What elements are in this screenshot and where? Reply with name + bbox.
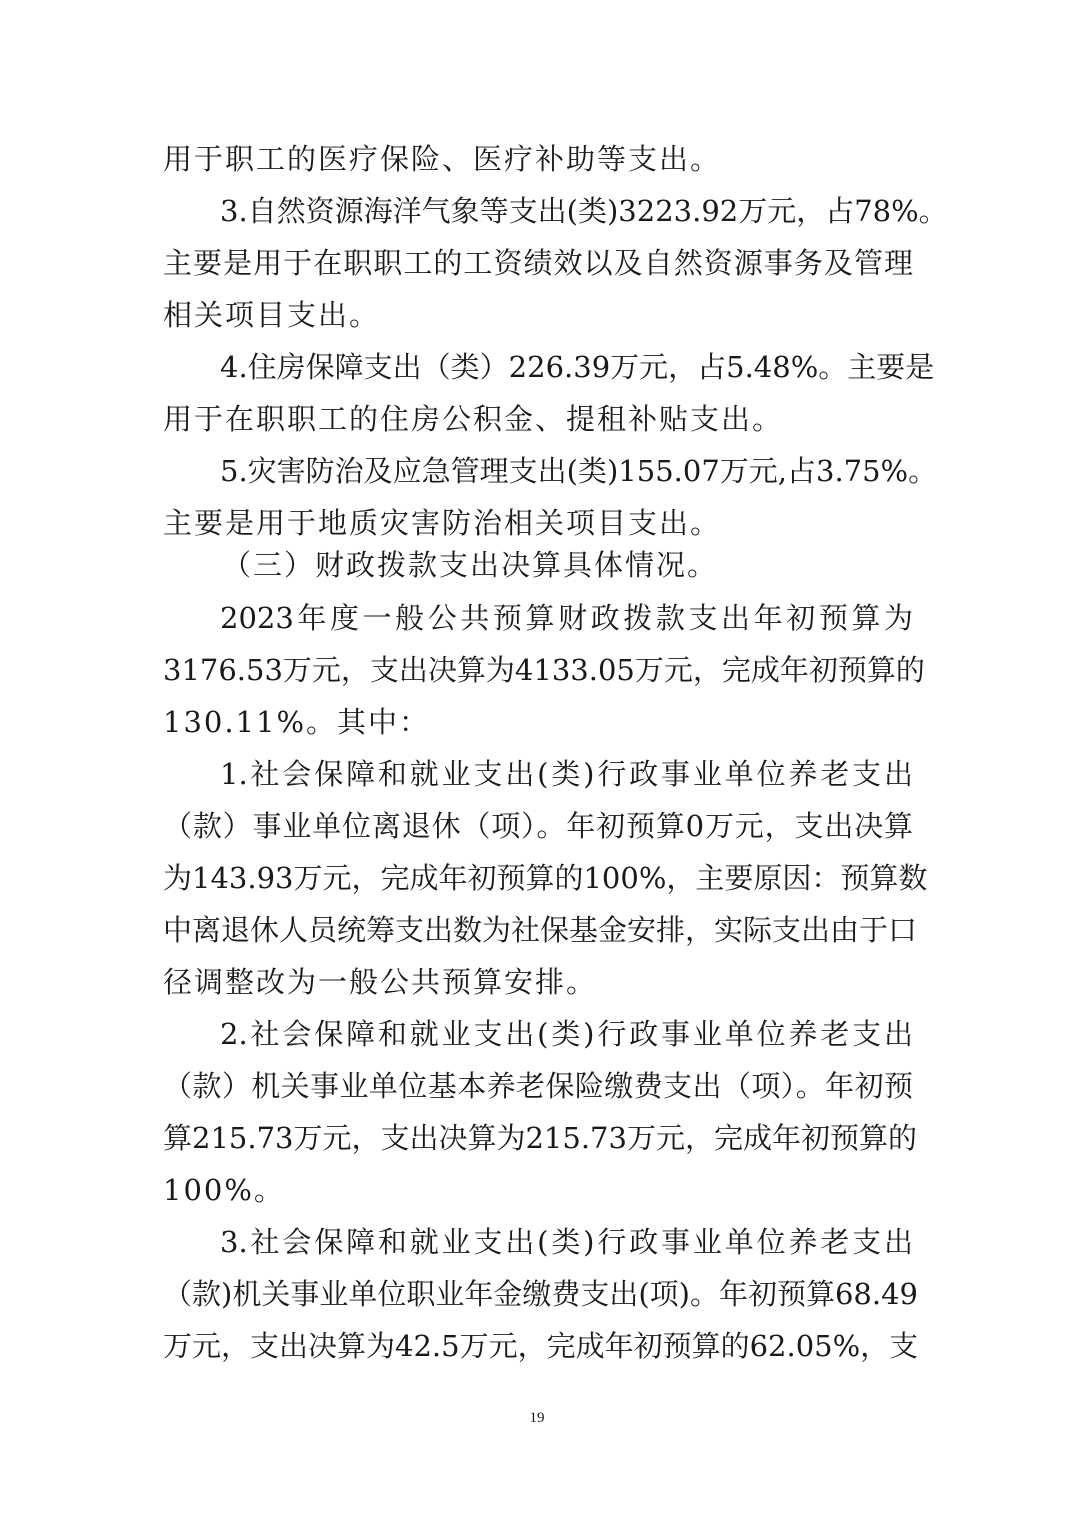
text-line: 2023年度一般公共预算财政拨款支出年初预算为 [220,601,913,635]
text-line: （款）事业单位离退休（项）。年初预算0万元，支出决算 [163,809,913,843]
text-line: 5.灾害防治及应急管理支出(类)155.07万元,占3.75%。 [220,454,938,488]
text-line: 3.自然资源海洋气象等支出(类)3223.92万元，占78%。 [220,194,948,228]
text-line: 算215.73万元，支出决算为215.73万元，完成年初预算的 [163,1121,917,1155]
text-line: （款)机关事业单位职业年金缴费支出(项)。年初预算68.49 [163,1277,918,1311]
text-line: 用于职工的医疗保险、医疗补助等支出。 [163,142,722,176]
text-line: 1.社会保障和就业支出(类)行政事业单位养老支出 [220,757,913,791]
text-line: 万元，支出决算为42.5万元，完成年初预算的62.05%，支 [163,1329,919,1363]
text-line: 中离退休人员统筹支出数为社保基金安排，实际支出由于口 [163,913,918,947]
section-heading: （三）财政拨款支出决算具体情况。 [222,548,719,582]
text-line: （款）机关事业单位基本养老保险缴费支出（项）。年初预 [163,1069,913,1103]
page-number: 19 [529,1410,545,1426]
text-line: 主要是用于地质灾害防治相关项目支出。 [163,506,722,540]
text-line: 100%。 [163,1173,285,1207]
text-line: 为143.93万元，完成年初预算的100%，主要原因：预算数 [163,861,928,895]
text-line: 4.住房保障支出（类）226.39万元，占5.48%。主要是 [220,350,935,384]
text-line: 相关项目支出。 [163,298,381,332]
text-line: 3176.53万元，支出决算为4133.05万元，完成年初预算的 [163,653,925,687]
text-line: 3.社会保障和就业支出(类)行政事业单位养老支出 [220,1225,913,1259]
text-line: 主要是用于在职职工的工资绩效以及自然资源事务及管理 [163,246,913,280]
text-line: 径调整改为一般公共预算安排。 [163,965,598,999]
text-line: 130.11%。其中： [163,705,431,739]
text-line: 2.社会保障和就业支出(类)行政事业单位养老支出 [220,1017,913,1051]
text-line: 用于在职职工的住房公积金、提租补贴支出。 [163,402,784,436]
